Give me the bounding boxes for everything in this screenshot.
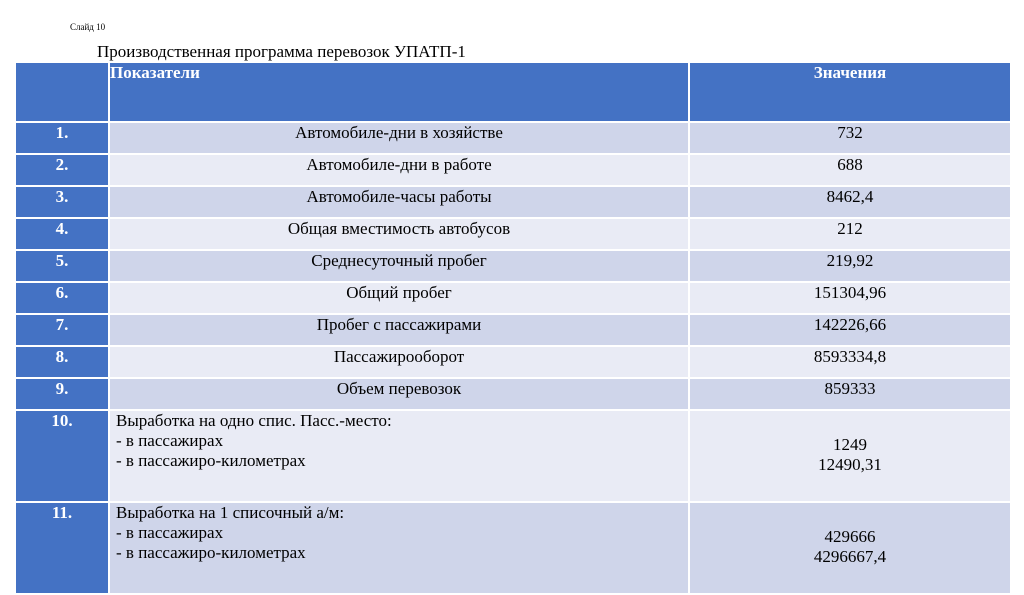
row-number: 9. [15, 378, 109, 410]
indicator-line: - в пассажирах [116, 431, 224, 450]
row-number: 2. [15, 154, 109, 186]
table-row [15, 346, 1011, 378]
row-number: 4. [15, 218, 109, 250]
row-value: 859333 [689, 378, 1011, 410]
row-indicator [109, 502, 689, 594]
row-number: 3. [15, 186, 109, 218]
row-value [689, 502, 1011, 594]
indicator-line: - в пассажирах [116, 523, 224, 542]
row-number: 6. [15, 282, 109, 314]
row-indicator: Общий пробег [109, 282, 689, 314]
row-value: 212 [689, 218, 1011, 250]
row-indicator: Пробег с пассажирами [109, 314, 689, 346]
row-indicator: Автомобиле-дни в работе [109, 154, 689, 186]
indicator-line: Выработка на 1 списочный а/м: [116, 503, 345, 522]
row-number: 5. [15, 250, 109, 282]
table-row [15, 378, 1011, 410]
row-value: 151304,96 [689, 282, 1011, 314]
row-indicator: Автомобиле-дни в хозяйстве [109, 122, 689, 154]
table-header-row [15, 62, 1011, 122]
header-indicators: Показатели [109, 62, 689, 122]
table-row [15, 502, 1011, 594]
value-line: 4296667,4 [813, 547, 887, 566]
table-row [15, 314, 1011, 346]
table-row [15, 282, 1011, 314]
slide-number-label: Слайд 10 [70, 22, 106, 32]
indicator-line: - в пассажиро-километрах [116, 543, 306, 562]
row-indicator: Среднесуточный пробег [109, 250, 689, 282]
row-indicator: Объем перевозок [109, 378, 689, 410]
indicator-line: Выработка на одно спис. Пасс.-место: [116, 411, 392, 430]
indicator-line: - в пассажиро-километрах [116, 451, 306, 470]
slide-title: Производственная программа перевозок УПАТП-1 [97, 42, 466, 61]
row-number: 11. [15, 502, 109, 594]
table-row [15, 186, 1011, 218]
row-value: 688 [689, 154, 1011, 186]
row-indicator: Общая вместимость автобусов [109, 218, 689, 250]
table-row [15, 410, 1011, 502]
table-row [15, 154, 1011, 186]
row-value: 8462,4 [689, 186, 1011, 218]
table-row [15, 250, 1011, 282]
production-program-table [14, 61, 1012, 595]
row-value: 8593334,8 [689, 346, 1011, 378]
row-indicator: Пассажирооборот [109, 346, 689, 378]
row-number: 10. [15, 410, 109, 502]
row-indicator: Автомобиле-часы работы [109, 186, 689, 218]
row-number: 8. [15, 346, 109, 378]
row-value: 732 [689, 122, 1011, 154]
row-value: 142226,66 [689, 314, 1011, 346]
header-values: Значения [689, 62, 1011, 122]
table-row [15, 218, 1011, 250]
row-value: 219,92 [689, 250, 1011, 282]
header-number [15, 62, 109, 122]
row-value [689, 410, 1011, 502]
table-row [15, 122, 1011, 154]
row-indicator [109, 410, 689, 502]
value-line: 429666 [824, 527, 876, 546]
row-number: 1. [15, 122, 109, 154]
row-number: 7. [15, 314, 109, 346]
value-line: 12490,31 [818, 455, 882, 474]
value-line: 1249 [833, 435, 867, 454]
